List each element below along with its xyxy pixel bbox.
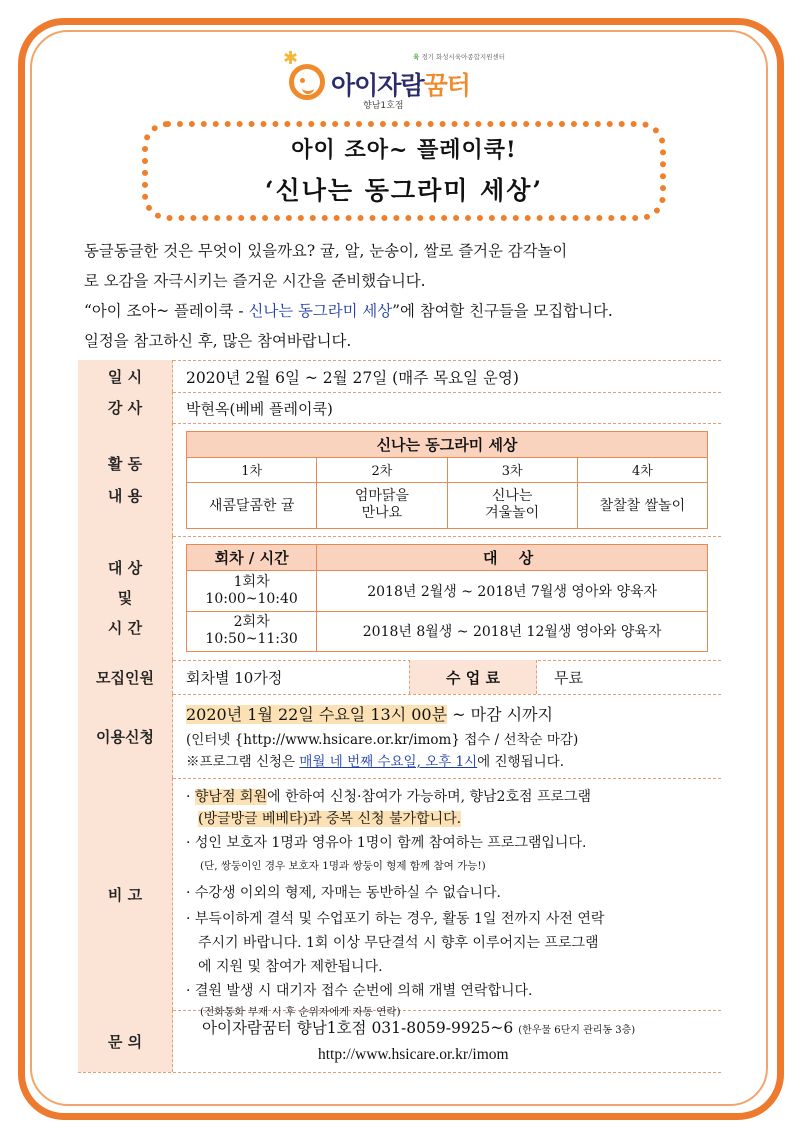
label-recruit: 모집인원 xyxy=(78,660,173,694)
row-activity xyxy=(78,423,721,537)
title-line-2: ‘신나는 동그라미 세상’ xyxy=(264,176,544,205)
remark-4-cont: 주시기 바랍니다. 1회 이상 무단결석 시 향후 이루어지는 프로그램 xyxy=(198,935,599,951)
remark-2: · 성인 보호자 1명과 영유아 1명이 함께 참여하는 프로그램입니다. xyxy=(186,835,587,851)
label-activity: 활 동 내 용 xyxy=(78,423,173,536)
row-instructor xyxy=(78,392,721,424)
label-remarks: 비 고 xyxy=(78,778,173,1010)
apply-method: (인터넷 {http://www.hsicare.or.kr/imom} 접수 / 선착순 마감) xyxy=(186,732,579,748)
remark-2-note: (단, 쌍둥이인 경우 보호자 1명과 쌍둥이 형제 함께 참여 가능!) xyxy=(200,860,486,872)
row-schedule xyxy=(78,360,721,393)
label-fee: 수 업 료 xyxy=(409,660,537,694)
session-no: 3차 xyxy=(447,458,577,482)
col-target: 대 상 xyxy=(317,545,708,571)
target-cell: 2018년 2월생 ~ 2018년 7월생 영아와 양육자 xyxy=(317,571,708,612)
label-target: 대 상 및 시 간 xyxy=(78,536,173,660)
session-title: 새콤달콤한 귤 xyxy=(187,482,317,528)
intro-line-4: 일정을 참고하신 후, 많은 참여바랍니다. xyxy=(84,332,352,350)
label-schedule: 일 시 xyxy=(78,360,173,392)
session-cell: 2회차 10:50~11:30 xyxy=(187,611,317,652)
intro-line-2: 로 오감을 자극시키는 즐거운 시간을 준비했습니다. xyxy=(84,272,426,290)
label-apply: 이용신청 xyxy=(78,694,173,778)
title-box xyxy=(142,121,666,221)
remark-4-end: 에 지원 및 참여가 제한됩니다. xyxy=(198,959,383,975)
remark-3: · 수강생 이외의 형제, 자매는 동반하실 수 없습니다. xyxy=(186,885,501,901)
remark-1-cont: (방글방글 베베타)과 중복 신청 불가합니다. xyxy=(198,811,462,827)
session-title: 찰찰찰 쌀놀이 xyxy=(577,482,707,528)
program-name: 신나는 동그라미 세상 xyxy=(248,302,393,320)
row-target xyxy=(78,536,721,661)
label-instructor: 강 사 xyxy=(78,392,173,423)
activity-table xyxy=(186,431,708,529)
remark-5: · 결원 발생 시 대기자 접수 순번에 의해 개별 연락합니다. xyxy=(186,983,533,999)
apply-note: ※프로그램 신청은 매월 네 번째 수요일, 오후 1시에 진행됩니다. xyxy=(186,754,565,770)
label-contact: 문 의 xyxy=(78,1010,173,1072)
session-no: 2차 xyxy=(317,458,447,482)
value-recruit: 회차별 10가정 xyxy=(186,669,283,687)
row-remarks xyxy=(78,778,721,1018)
value-fee: 무료 xyxy=(554,669,583,687)
session-cell: 1회차 10:00~10:40 xyxy=(187,571,317,612)
remark-4: · 부득이하게 결석 및 수업포기 하는 경우, 활동 1일 전까지 사전 연락 xyxy=(186,911,605,927)
intro-text xyxy=(84,236,724,356)
contact-url[interactable]: http://www.hsicare.or.kr/imom xyxy=(318,1046,509,1063)
sprout-icon: ✱ xyxy=(283,48,299,69)
target-table xyxy=(186,544,708,652)
value-instructor: 박현옥(베베 플레이쿡) xyxy=(186,400,333,418)
smile-face-icon xyxy=(289,64,325,100)
col-session-time: 회차 / 시간 xyxy=(187,545,317,571)
intro-line-1: 동글동글한 것은 무엇이 있을까요? 귤, 알, 눈송이, 쌀로 즐거운 감각놀이 xyxy=(84,242,568,260)
session-no: 1차 xyxy=(187,458,317,482)
row-recruit xyxy=(78,660,721,695)
logo-org-name: 육 경기 화성시육아종합지원센터 xyxy=(413,53,506,61)
logo-branch: 향남1호점 xyxy=(363,101,404,111)
activity-header: 신나는 동그라미 세상 xyxy=(187,432,708,458)
contact-phone: 아이자람꿈터 향남1호점 031-8059-9925~6 (한우물 6단지 관리동 3층) xyxy=(202,1019,636,1037)
remark-1: · 향남점 회원에 한하여 신청·참여가 가능하며, 향남2호점 프로그램 xyxy=(186,789,592,805)
session-title: 엄마닭을 만나요 xyxy=(317,482,447,528)
value-schedule: 2020년 2월 6일 ~ 2월 27일 (매주 목요일 운영) xyxy=(186,369,519,387)
logo-brand-name: 아이자람꿈터 xyxy=(331,71,470,100)
apply-period: 2020년 1월 22일 수요일 13시 00분 ~ 마감 시까지 xyxy=(186,705,554,724)
row-apply xyxy=(78,694,721,779)
row-contact xyxy=(78,1010,721,1073)
logo xyxy=(285,48,525,114)
apply-schedule-link: 매월 네 번째 수요일, 오후 1시 xyxy=(299,754,478,770)
apply-date: 2020년 1월 22일 수요일 13시 00분 xyxy=(186,705,448,724)
session-title: 신나는 겨울놀이 xyxy=(447,482,577,528)
session-no: 4차 xyxy=(577,458,707,482)
intro-line-3: “아이 조아~ 플레이쿡 - 신나는 동그라미 세상”에 참여할 친구들을 모집합니다. xyxy=(84,302,613,320)
remark-5-note: (전화통화 부재 시 후 순위자에게 자동 연락) xyxy=(200,1006,401,1018)
title-line-1: 아이 조아~ 플레이쿡! xyxy=(291,137,517,163)
target-cell: 2018년 8월생 ~ 2018년 12월생 영아와 양육자 xyxy=(317,611,708,652)
